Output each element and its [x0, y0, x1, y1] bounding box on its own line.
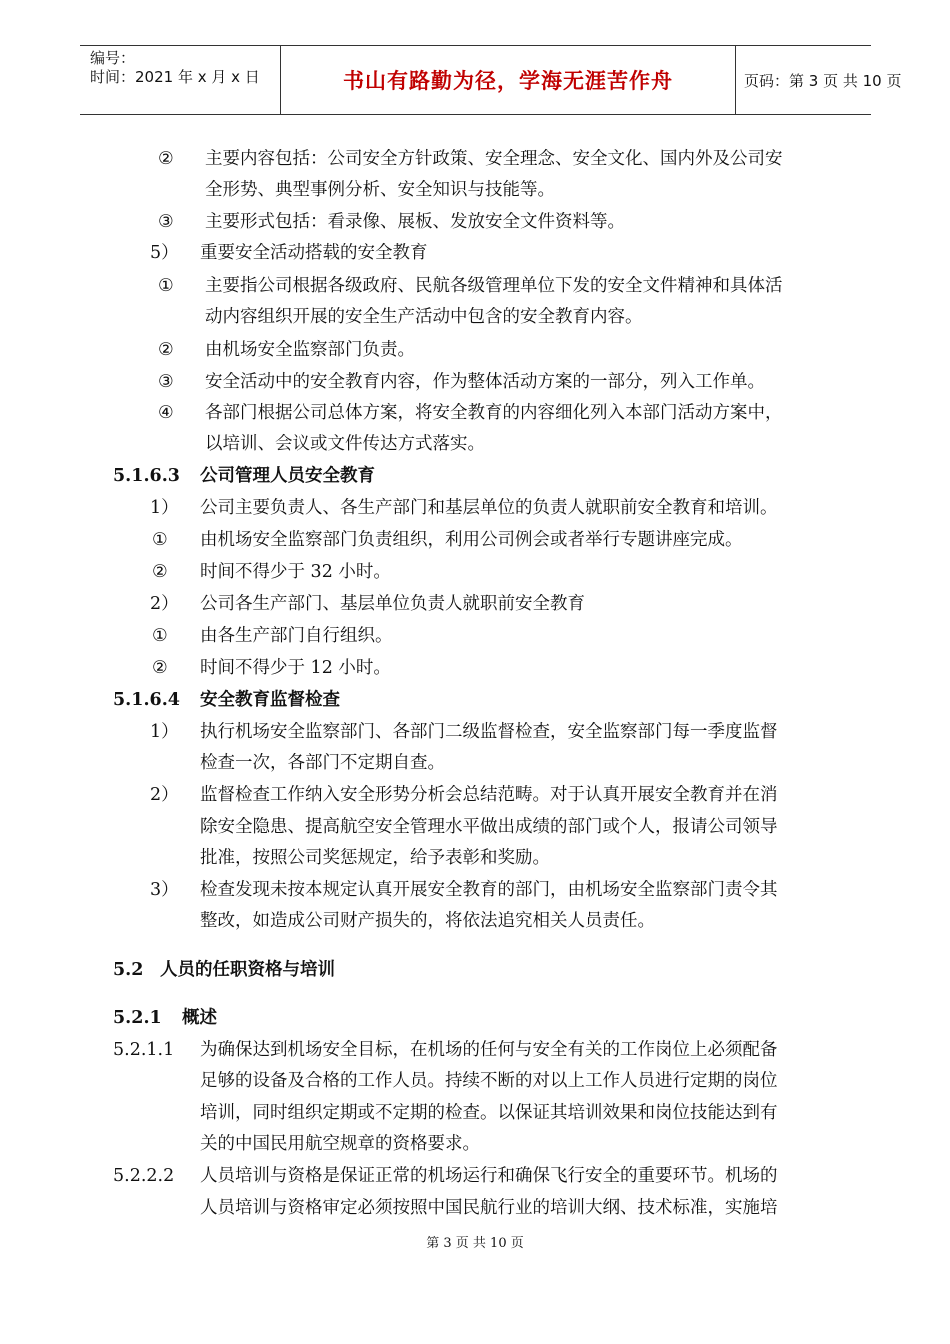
- list-item-text: 监督检查工作纳入安全形势分析会总结范畴。对于认真开展安全教育并在消: [200, 785, 778, 805]
- list-item-text: 由机场安全监察部门负责。: [205, 340, 415, 360]
- list-marker: 2）: [150, 785, 179, 805]
- list-marker: 2）: [150, 594, 179, 614]
- doc-number-label: 编号：: [90, 49, 136, 67]
- list-item-text: 主要指公司根据各级政府、民航各级管理单位下发的安全文件精神和具体活: [205, 276, 783, 296]
- list-marker: ②: [158, 340, 174, 360]
- list-item-text: 除安全隐患、提高航空安全管理水平做出成绩的部门或个人，报请公司领导: [200, 817, 778, 837]
- list-marker: ②: [152, 658, 168, 678]
- list-marker: ③: [158, 372, 174, 392]
- list-item-text: 由各生产部门自行组织。: [200, 626, 393, 646]
- list-marker: ①: [158, 276, 174, 296]
- paragraph-text: 为确保达到机场安全目标，在机场的任何与安全有关的工作岗位上必须配备: [200, 1040, 778, 1060]
- list-item-text: 检查一次，各部门不定期自查。: [200, 753, 445, 773]
- paragraph-text: 关的中国民用航空规章的资格要求。: [200, 1134, 480, 1154]
- list-marker: 3）: [150, 880, 179, 900]
- list-item-text: 全形势、典型事例分析、安全知识与技能等。: [205, 180, 555, 200]
- list-marker: ①: [152, 530, 168, 550]
- list-item-text: 主要内容包括：公司安全方针政策、安全理念、安全文化、国内外及公司安: [205, 149, 783, 169]
- list-item-text: 时间不得少于 12 小时。: [200, 658, 391, 678]
- section-title: 概述: [182, 1008, 217, 1028]
- paragraph-text: 人员培训与资格审定必须按照中国民航行业的培训大纲、技术标准，实施培: [200, 1198, 778, 1218]
- list-item-text: 检查发现未按本规定认真开展安全教育的部门，由机场安全监察部门责令其: [200, 880, 778, 900]
- page-header: [80, 45, 902, 115]
- header-meta: [80, 46, 280, 117]
- list-item-text: 动内容组织开展的安全生产活动中包含的安全教育内容。: [205, 307, 643, 327]
- paragraph-text: 足够的设备及合格的工作人员。持续不断的对以上工作人员进行定期的岗位: [200, 1071, 778, 1091]
- list-marker: 5）: [150, 243, 179, 263]
- list-marker: ②: [158, 149, 174, 169]
- list-marker: ②: [152, 562, 168, 582]
- section-number: 5.1.6.4: [113, 690, 180, 710]
- paragraph-text: 培训，同时组织定期或不定期的检查。以保证其培训效果和岗位技能达到有: [200, 1103, 778, 1123]
- list-item-text: 安全活动中的安全教育内容，作为整体活动方案的一部分，列入工作单。: [205, 372, 765, 392]
- list-item-text: 时间不得少于 32 小时。: [200, 562, 391, 582]
- header-page-info: 页码：第 3 页 共 10 页: [744, 71, 902, 90]
- list-item-text: 各部门根据公司总体方案，将安全教育的内容细化列入本部门活动方案中，: [205, 403, 783, 423]
- paragraph-number: 5.2.1.1: [113, 1040, 175, 1060]
- list-marker: ①: [152, 626, 168, 646]
- list-marker: 1）: [150, 722, 179, 742]
- paragraph-text: 人员培训与资格是保证正常的机场运行和确保飞行安全的重要环节。机场的: [200, 1166, 778, 1186]
- header-motto: 书山有路勤为径，学海无涯苦作舟: [343, 69, 673, 93]
- list-item-text: 以培训、会议或文件传达方式落实。: [205, 434, 485, 454]
- section-number: 5.2.1: [113, 1008, 162, 1028]
- header-motto-cell: [280, 46, 736, 114]
- paragraph-number: 5.2.2.2: [113, 1166, 175, 1186]
- list-item-text: 公司主要负责人、各生产部门和基层单位的负责人就职前安全教育和培训。: [200, 498, 778, 518]
- section-title: 安全教育监督检查: [200, 690, 340, 710]
- section-title: 人员的任职资格与培训: [160, 960, 335, 980]
- list-marker: ④: [158, 403, 174, 423]
- list-item-text: 执行机场安全监察部门、各部门二级监督检查，安全监察部门每一季度监督: [200, 722, 778, 742]
- list-item-text: 公司各生产部门、基层单位负责人就职前安全教育: [200, 594, 585, 614]
- list-item-text: 由机场安全监察部门负责组织，利用公司例会或者举行专题讲座完成。: [200, 530, 743, 550]
- list-item-text: 重要安全活动搭载的安全教育: [200, 243, 428, 263]
- list-marker: ③: [158, 212, 174, 232]
- list-item-text: 整改，如造成公司财产损失的，将依法追究相关人员责任。: [200, 911, 655, 931]
- doc-date-label: 时间：2021 年 x 月 x 日: [90, 68, 260, 86]
- list-item-text: 主要形式包括：看录像、展板、发放安全文件资料等。: [205, 212, 625, 232]
- page-footer: 第 3 页 共 10 页: [426, 1236, 524, 1251]
- section-number: 5.2: [113, 960, 144, 980]
- section-title: 公司管理人员安全教育: [200, 466, 375, 486]
- list-item-text: 批准，按照公司奖惩规定，给予表彰和奖励。: [200, 848, 550, 868]
- list-marker: 1）: [150, 498, 179, 518]
- section-number: 5.1.6.3: [113, 466, 180, 486]
